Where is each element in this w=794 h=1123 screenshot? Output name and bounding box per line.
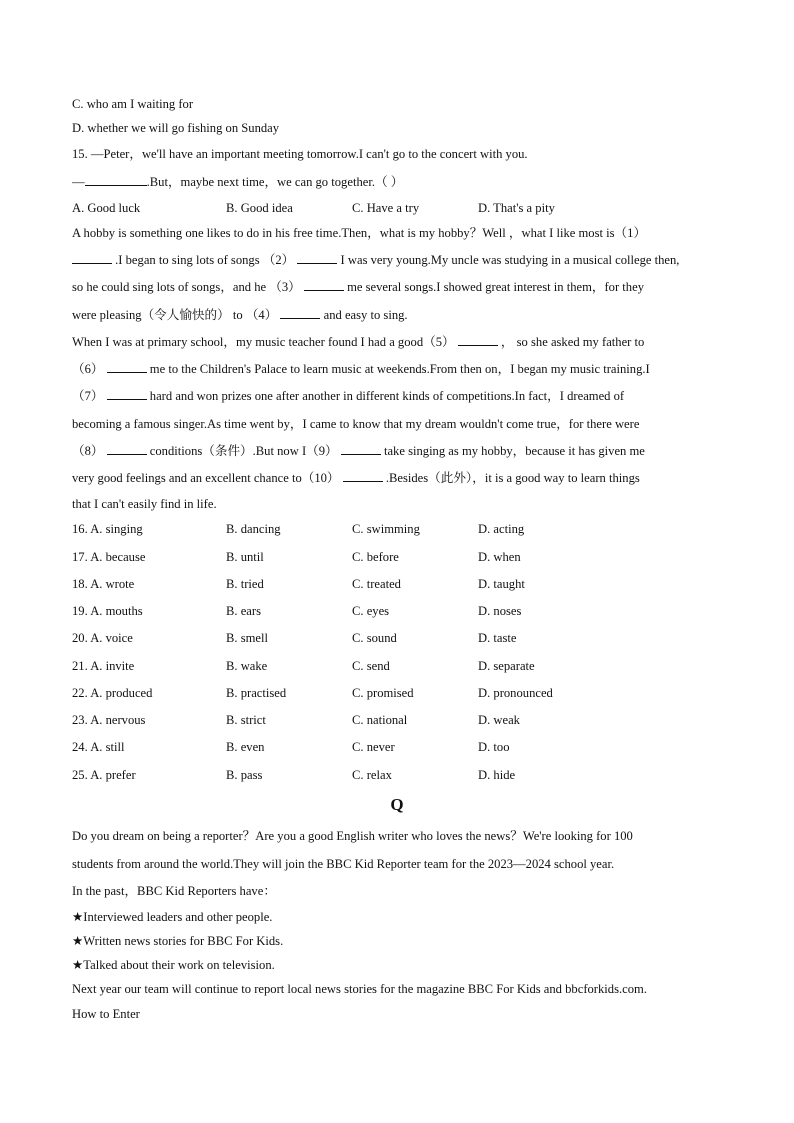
q14-option-c: C. who am I waiting for bbox=[72, 97, 194, 111]
q15-option-b: B. Good idea bbox=[226, 201, 293, 215]
passage-line bbox=[72, 388, 722, 404]
answer-blank bbox=[107, 361, 147, 373]
mc-option-b: B. strict bbox=[226, 713, 266, 727]
mc-option-d: D. acting bbox=[478, 522, 525, 536]
passage-text: becoming a famous singer.As time went by，I came to know that my dream wouldn't come true，for there were bbox=[72, 417, 640, 431]
mc-option-b: B. wake bbox=[226, 659, 268, 673]
mc-option-a: 19. A. mouths bbox=[72, 604, 143, 618]
mc-option-d: D. too bbox=[478, 740, 510, 754]
mc-option-c: C. before bbox=[352, 550, 399, 564]
passage-text: were pleasing（令人愉快的） to （4） bbox=[72, 308, 281, 322]
reading-bullet: ★Talked about their work on television. bbox=[72, 958, 275, 972]
mc-option-b: B. dancing bbox=[226, 522, 281, 536]
passage-text: me several songs.I showed great interest in them，for they bbox=[343, 280, 644, 294]
mc-option-d: D. separate bbox=[478, 659, 535, 673]
passage-text: hard and won prizes one after another in different kinds of competitions.In fact，I dreamed of bbox=[146, 389, 625, 403]
q15-reply-start: — bbox=[72, 175, 85, 189]
mc-option-c: C. relax bbox=[352, 768, 392, 782]
passage-line bbox=[72, 307, 722, 323]
answer-blank bbox=[280, 307, 320, 319]
passage-text: take singing as my hobby，because it has given me bbox=[380, 444, 645, 458]
mc-option-d: D. taught bbox=[478, 577, 525, 591]
mc-option-b: B. practised bbox=[226, 686, 287, 700]
passage-text: conditions（条件）.But now I（9） bbox=[146, 444, 341, 458]
passage-line bbox=[72, 225, 722, 241]
reading-subheading: How to Enter bbox=[72, 1007, 140, 1021]
passage-line bbox=[72, 496, 722, 512]
mc-option-b: B. until bbox=[226, 550, 264, 564]
mc-option-a: 24. A. still bbox=[72, 740, 125, 754]
reading-line: Next year our team will continue to report local news stories for the magazine BBC For Kids and bbcforkids.com. bbox=[72, 982, 647, 996]
mc-option-d: D. pronounced bbox=[478, 686, 553, 700]
q15-reply-end: .But，maybe next time，we can go together.（ ） bbox=[146, 175, 404, 189]
answer-blank bbox=[304, 279, 344, 291]
passage-text: .I began to sing lots of songs （2） bbox=[112, 253, 298, 267]
passage-text: so he could sing lots of songs，and he （3） bbox=[72, 280, 304, 294]
mc-option-d: D. weak bbox=[478, 713, 520, 727]
answer-blank bbox=[107, 388, 147, 400]
answer-blank bbox=[458, 334, 498, 346]
passage-text: （7） bbox=[72, 389, 107, 403]
mc-option-a: 21. A. invite bbox=[72, 659, 135, 673]
passage-text: me to the Children's Palace to learn music at weekends.From then on，I began my music training.I bbox=[146, 362, 650, 376]
mc-option-c: C. eyes bbox=[352, 604, 390, 618]
mc-option-a: 25. A. prefer bbox=[72, 768, 136, 782]
passage-line bbox=[72, 252, 722, 268]
mc-option-c: C. never bbox=[352, 740, 395, 754]
mc-option-a: 22. A. produced bbox=[72, 686, 153, 700]
passage-text: that I can't easily find in life. bbox=[72, 497, 217, 511]
q15-reply bbox=[72, 174, 722, 190]
mc-option-a: 16. A. singing bbox=[72, 522, 143, 536]
answer-blank bbox=[343, 470, 383, 482]
answer-blank bbox=[341, 443, 381, 455]
mc-option-b: B. ears bbox=[226, 604, 261, 618]
mc-option-b: B. smell bbox=[226, 631, 268, 645]
passage-text: When I was at primary school，my music teacher found I had a good（5） bbox=[72, 335, 458, 349]
mc-option-d: D. hide bbox=[478, 768, 516, 782]
mc-option-c: C. sound bbox=[352, 631, 397, 645]
passage-line bbox=[72, 443, 722, 459]
mc-option-c: C. national bbox=[352, 713, 408, 727]
passage-text: and easy to sing. bbox=[320, 308, 408, 322]
section-heading: Q bbox=[390, 795, 404, 814]
passage-line bbox=[72, 334, 722, 350]
passage-text: （6） bbox=[72, 362, 107, 376]
q15-option-c: C. Have a try bbox=[352, 201, 420, 215]
q15-option-d: D. That's a pity bbox=[478, 201, 555, 215]
reading-line: students from around the world.They will join the BBC Kid Reporter team for the 2023—2024 school year. bbox=[72, 857, 615, 871]
mc-option-a: 23. A. nervous bbox=[72, 713, 146, 727]
mc-option-b: B. even bbox=[226, 740, 265, 754]
mc-option-b: B. tried bbox=[226, 577, 264, 591]
mc-option-c: C. treated bbox=[352, 577, 401, 591]
mc-option-d: D. taste bbox=[478, 631, 517, 645]
mc-option-a: 17. A. because bbox=[72, 550, 146, 564]
mc-option-a: 18. A. wrote bbox=[72, 577, 135, 591]
passage-text: I was very young.My uncle was studying in a musical college then, bbox=[337, 253, 680, 267]
passage-line bbox=[72, 361, 722, 377]
mc-option-c: C. promised bbox=[352, 686, 414, 700]
passage-text: very good feelings and an excellent chance to（10） bbox=[72, 471, 343, 485]
passage-text: .Besides（此外），it is a good way to learn things bbox=[382, 471, 640, 485]
passage-text: A hobby is something one likes to do in his free time.Then，what is my hobby？Well ，what I like most is（1） bbox=[72, 226, 647, 240]
mc-option-d: D. noses bbox=[478, 604, 522, 618]
mc-option-b: B. pass bbox=[226, 768, 263, 782]
passage-text: （8） bbox=[72, 444, 107, 458]
passage-line bbox=[72, 470, 722, 486]
reading-bullet: ★Interviewed leaders and other people. bbox=[72, 910, 273, 924]
q15-stem: 15. —Peter，we'll have an important meeting tomorrow.I can't go to the concert with you. bbox=[72, 147, 528, 161]
reading-line: Do you dream on being a reporter？Are you a good English writer who loves the news？We're looking for 100 bbox=[72, 829, 633, 843]
mc-option-d: D. when bbox=[478, 550, 521, 564]
answer-blank bbox=[297, 252, 337, 264]
answer-blank bbox=[85, 174, 147, 186]
q14-option-d: D. whether we will go fishing on Sunday bbox=[72, 121, 280, 135]
passage-line bbox=[72, 279, 722, 295]
answer-blank bbox=[107, 443, 147, 455]
reading-bullet: ★Written news stories for BBC For Kids. bbox=[72, 934, 284, 948]
passage-text: ， so she asked my father to bbox=[497, 335, 645, 349]
q15-option-a: A. Good luck bbox=[72, 201, 141, 215]
reading-line: In the past，BBC Kid Reporters have： bbox=[72, 884, 276, 898]
mc-option-c: C. send bbox=[352, 659, 390, 673]
mc-option-c: C. swimming bbox=[352, 522, 420, 536]
passage-line bbox=[72, 416, 722, 432]
mc-option-a: 20. A. voice bbox=[72, 631, 133, 645]
answer-blank bbox=[72, 252, 112, 264]
